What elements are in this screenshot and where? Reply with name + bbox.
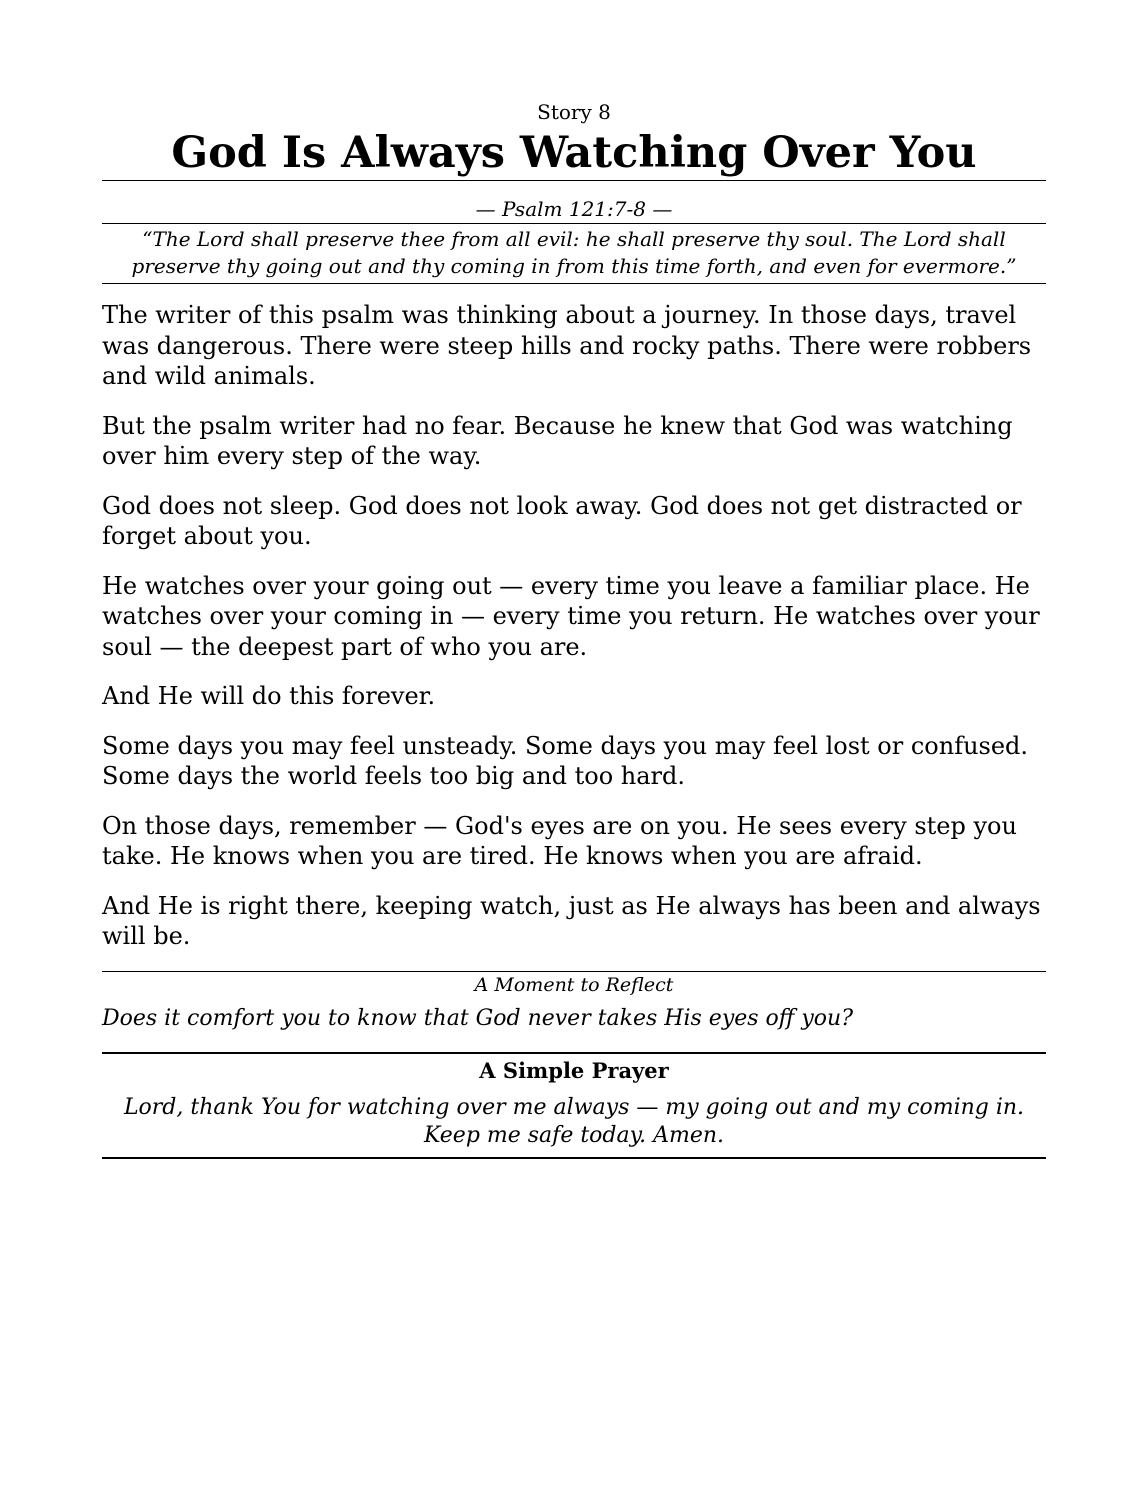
body-paragraph: He watches over your going out — every time you leave a familiar place. He watches over your coming in — every time you return. He watches over your soul — the deepest part of who you are. xyxy=(102,571,1040,661)
reflection-question: Does it comfort you to know that God never takes His eyes off you? xyxy=(102,1005,854,1031)
body-paragraph: The writer of this psalm was thinking about a journey. In those days, travel was dangerous. There were steep hills and rocky paths. There were robbers and wild animals. xyxy=(102,301,1032,390)
story-content xyxy=(102,98,1046,1159)
body-paragraph: Some days you may feel unsteady. Some days you may feel lost or confused. Some days the world feels too big and too hard. xyxy=(102,731,1029,790)
verse-text: “The Lord shall preserve thee from all evil: he shall preserve thy soul. The Lord shall preserve thy going out and thy coming in from this time forth, and even for evermore.” xyxy=(131,227,1017,278)
body-paragraph: But the psalm writer had no fear. Because he knew that God was watching over him every step of the way. xyxy=(102,411,1013,470)
body-paragraph: And He will do this forever. xyxy=(102,682,436,710)
verse-reference: — Psalm 121:7-8 — xyxy=(475,197,673,221)
body-paragraph: God does not sleep. God does not look away. God does not get distracted or forget about you. xyxy=(102,491,1022,550)
story-body xyxy=(102,284,1046,952)
prayer-bottom-divider xyxy=(102,1157,1046,1159)
prayer-heading: A Simple Prayer xyxy=(479,1057,669,1083)
body-paragraph: On those days, remember — God's eyes are on you. He sees every step you take. He knows when you are tired. He knows when you are afraid. xyxy=(102,811,1017,870)
story-number-label: Story 8 xyxy=(537,100,611,124)
reflection-label: A Moment to Reflect xyxy=(474,973,674,996)
body-paragraph: And He is right there, keeping watch, just as He always has been and always will be. xyxy=(102,891,1041,950)
prayer-text: Lord, thank You for watching over me always — my going out and my coming in. Keep me safe today. Amen. xyxy=(123,1094,1025,1148)
story-title: God Is Always Watching Over You xyxy=(171,128,977,178)
